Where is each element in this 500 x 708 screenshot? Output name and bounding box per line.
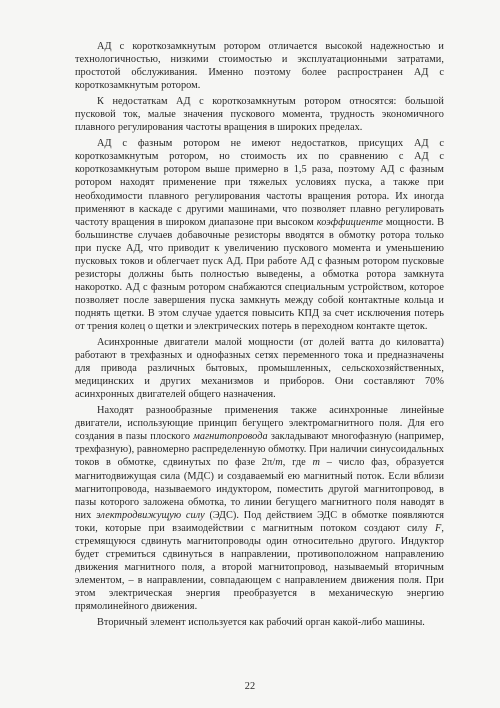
paragraph-5-text-d: – число фаз, образуется магнитодвижущая сила (МДС) и создаваемый ею магнитный поток. Если вблизи магнитопровода, называемого индуктором, поместить другой магнитопровод, в пазы которого заложена обмотка, то линии бегущего магнитного поля наводят в них: [75, 457, 444, 521]
paragraph-5-text-e: (ЭДС). Под действием ЭДС в обмотке появляются токи, которые при взаимодействии с магнитным потоком создают силу: [75, 509, 445, 534]
paragraph-5-symbol-m1: m: [275, 457, 283, 469]
paragraph-5-text-c: , где: [282, 457, 313, 469]
paragraph-3-emphasis: коэффициенте: [316, 216, 383, 228]
paragraph-4: [75, 336, 444, 401]
paragraph-5-text-a: Находят разнообразные применения также асинхронные линейные двигатели, использующие принцип бегущего электромагнитного поля. Для его создания в пазы плоского: [75, 405, 444, 443]
paragraph-3-text-b: мощности. В большинстве случаев добавочные резисторы вводятся в обмотку ротора только при пуске АД, что приводит к увеличению пускового момента и уменьшению пусковых токов и облегчает пуск АД. При работе АД с фазным ротором пусковые резисторы должны быть полностью выведены, а обмотка ротора замкнута накоротко. АД с фазным ротором снабжаются специальным устройством, которое позволяет после завершения пуска замкнуть между собой контактные кольца и поднять щетки. В этом случае удается повысить КПД за счет исключения потерь от трения колец о щетки и электрических потерь в переходном контакте щеток.: [75, 216, 444, 332]
paragraph-4-text: Асинхронные двигатели малой мощности (от долей ватта до киловатта) работают в трехфазных и однофазных сетях переменного тока и предназначены для привода различных бытовых, промышленных, сельскохозяйственных, медицинских и других механизмов и приборов. Они составляют 70% асинхронных двигателей общего назначения.: [75, 337, 444, 401]
paragraph-6: [75, 616, 444, 629]
paragraph-3-text-a: АД с фазным ротором не имеют недостатков, присущих АД с короткозамкнутым ротором, но стоимость их по сравнению с АД с короткозамкнутым ротором выше примерно в 1,5 раза, поэтому АД с фазным ротором находят применение при тяжелых условиях пуска, а также при необходимости плавного регулирования частоты вращения ротора. Их иногда применяют в каскаде с другими машинами, что позволяет плавно регулировать частоту вращения в широком диапазоне при высоком: [75, 138, 444, 228]
paragraph-5-emphasis-eds: электродвижущую силу: [96, 509, 205, 521]
paragraph-5-emphasis-magnetoprovod: магнитопровода: [193, 431, 268, 443]
paragraph-5-symbol-f: F: [435, 522, 442, 534]
paragraph-2: [75, 95, 444, 134]
paragraph-5-text-f: , стремящуюся сдвинуть магнитопроводы один относительно другого. Индуктор будет стремиться сдвинуться в направлении, противоположном направлению движения магнитного поля, а второй магнитопровод, называемый вторичным элементом, – в направлении, совпадающем с направлением движения поля. При этом электрическая энергия преобразуется в механическую энергию прямолинейного движения.: [75, 522, 444, 612]
paragraph-5-text-b: закладывают многофазную (например, трехфазную), равномерно распределенную обмотку. При наличии синусоидальных токов в обмотке, сдвинутых по фазе 2π/: [75, 431, 444, 469]
page-number: 22: [244, 681, 256, 692]
paragraph-1-text: АД с короткозамкнутым ротором отличается высокой надежностью и технологичностью, низкими стоимостью и эксплуатационными затратами, простотой обслуживания. Именно поэтому более распространен АД с короткозамкнутым ротором.: [75, 41, 444, 92]
paragraph-5-symbol-m2: m: [312, 457, 320, 469]
paragraph-3: [75, 137, 444, 333]
paragraph-6-text: Вторичный элемент используется как рабочий орган какой-либо машины.: [97, 617, 425, 629]
paragraph-5: [75, 404, 444, 613]
page-body: [75, 40, 444, 629]
paragraph-1: [75, 40, 444, 92]
paragraph-2-text: К недостаткам АД с короткозамкнутым ротором относятся: большой пусковой ток, малые значения пускового момента, трудность экономичного плавного регулирования частоты вращения в широких пределах.: [75, 96, 444, 134]
